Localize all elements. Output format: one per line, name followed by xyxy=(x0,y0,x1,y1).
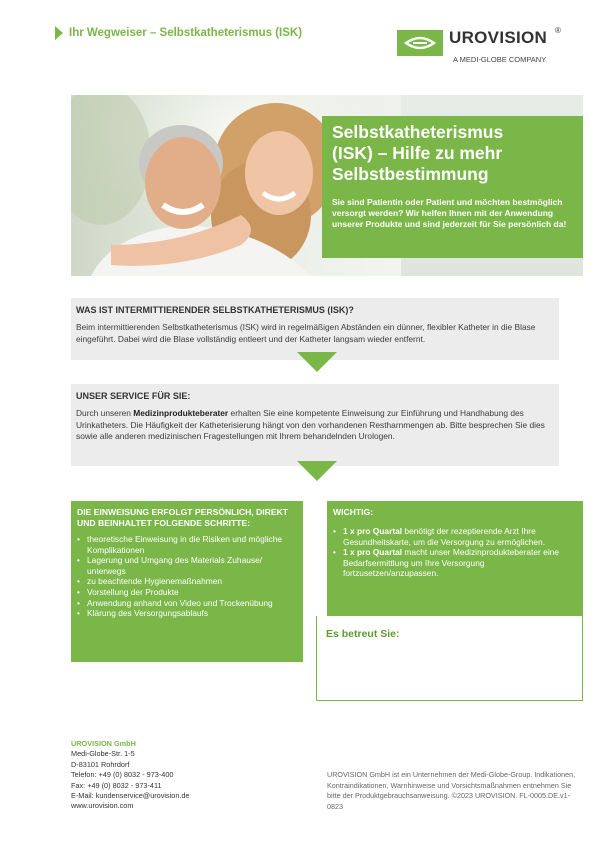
list-item: • theoretische Einweisung in die Risiken und mögliche Komplikationen xyxy=(77,534,297,555)
isk-text: Beim intermittierenden Selbstkatheterismus (ISK) wird in regelmäßigen Abständen ein dünner, flexibler Katheter in die Blase eingeführt. Dabei wird die Blase vollständig entleert und der Katheter langsam wieder entfernt. xyxy=(76,322,536,344)
logo-name: UROVISION xyxy=(449,28,548,47)
list-item: • Anwendung anhand von Video und Trockenübung xyxy=(77,598,297,609)
play-arrow-icon xyxy=(55,26,63,40)
down-triangle-icon xyxy=(297,352,337,372)
service-text xyxy=(76,408,553,443)
service-text-bold: Medizinprodukteberater xyxy=(133,408,229,418)
footer-company: UROVISION GmbH xyxy=(71,739,136,748)
service-info-box xyxy=(71,384,559,466)
list-item: • Klärung des Versorgungsablaufs xyxy=(77,608,297,619)
footer-street: Medi-Globe-Str. 1-5 xyxy=(71,749,135,759)
logo-mark-icon xyxy=(397,30,443,56)
contact-person-heading: Es betreut Sie: xyxy=(326,628,400,640)
footer-address xyxy=(71,739,190,812)
list-item: • Vorstellung der Produkte xyxy=(77,587,297,598)
footer-fax: Fax: +49 (0) 8032 - 973-411 xyxy=(71,780,162,790)
important-box xyxy=(327,501,583,616)
important-item1-text: benötigt der rezeptierende Arzt Ihre Gesundheitskarte, um die Versorgung zu ermöglichen. xyxy=(343,526,546,547)
important-heading: WICHTIG: xyxy=(333,507,374,517)
list-item xyxy=(333,526,577,547)
service-text-before: Durch unseren xyxy=(76,408,134,418)
steps-heading: DIE EINWEISUNG ERFOLGT PERSÖNLICH, DIREKT UND BEINHALTET FOLGENDE SCHRITTE: xyxy=(77,507,289,528)
service-text-after: erhalten Sie eine kompetente Einweisung zur Einführung und Handhabung des Urinkatheters. Die Häufigkeit der Katheterisierung hängt von den vorhandenen Restharnmengen ab. Bitte besprechen Sie dies sowie alle anderen medizinischen Fragestellungen mit Ihrem behandelnden Urologen. xyxy=(76,408,545,441)
footer-phone: Telefon: +49 (0) 8032 - 973-400 xyxy=(71,770,174,780)
important-item1-bold: 1 x pro Quartal xyxy=(343,526,403,536)
urovision-logo xyxy=(397,24,567,66)
list-item: • zu beachtende Hygienemaßnahmen xyxy=(77,576,297,587)
header-tagline-text: Ihr Wegweiser – Selbstkatheterismus (ISK) xyxy=(69,27,303,39)
hero-lead: Sie sind Patientin oder Patient und möchten bestmöglich versorgt werden? Wir helfen Ihnen mit der Anwendung unserer Produkte und sind jederzeit für Sie persönlich da! xyxy=(332,197,567,229)
hero-title-box xyxy=(322,116,583,258)
footer-legal: UROVISION GmbH ist ein Unternehmen der Medi-Globe-Group. Indikationen, Kontraindikationen, Warnhinweise und Vorsichtsmaßnahmen entnehmen Sie bitte der Produktgebrauchsanweisung. ©2023 UROVISION. FL-0005.DE.v1-0823 xyxy=(327,770,576,811)
header-tagline xyxy=(55,26,302,40)
list-item xyxy=(333,547,577,579)
contact-person-box xyxy=(316,616,583,701)
isk-info-box xyxy=(71,298,559,360)
list-item: • Lagerung und Umgang des Materials Zuhause/ unterwegs xyxy=(77,555,297,576)
isk-heading: WAS IST INTERMITTIERENDER SELBSTKATHETERISMUS (ISK)? xyxy=(76,305,354,315)
steps-box xyxy=(71,501,303,662)
important-list xyxy=(333,526,577,579)
steps-list xyxy=(77,534,297,619)
footer-city: D-83101 Rohrdorf xyxy=(71,759,130,769)
hero-title: Selbstkatheterismus (ISK) – Hilfe zu mehr Selbstbestimmung xyxy=(332,122,504,184)
important-item2-bold: 1 x pro Quartal xyxy=(343,547,403,558)
logo-subtitle: A MEDI-GLOBE COMPANY xyxy=(453,55,547,64)
down-triangle-icon xyxy=(297,461,337,481)
important-item2-text: macht unser Medizinprodukteberater eine Bedarfsermittlung um Ihre Versorgung fortzusetzen/anzupassen. xyxy=(343,547,559,579)
footer-website[interactable]: www.urovision.com xyxy=(71,801,134,811)
service-heading: UNSER SERVICE FÜR SIE: xyxy=(76,391,191,401)
logo-registered: ® xyxy=(555,26,561,35)
footer-email[interactable]: E-Mail: kundenservice@urovision.de xyxy=(71,791,190,801)
